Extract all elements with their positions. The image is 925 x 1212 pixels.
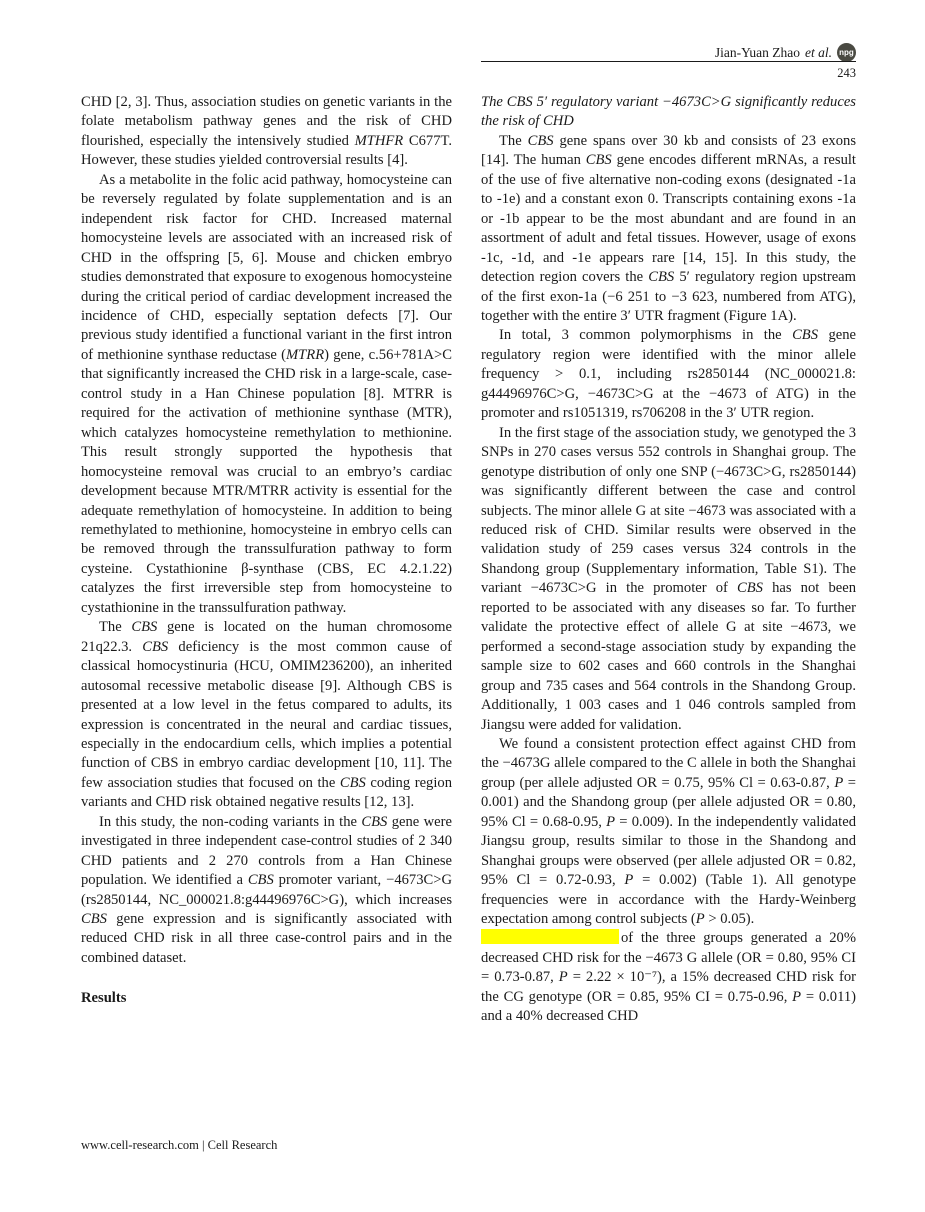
paragraph-text: of the three groups generated a 20% decreased CHD risk for the −4673 G allele (OR = 0.80, 95% CI = 0.73-0.87, P = 2.22 × 10⁻⁷), a 15% decreased CHD risk for the CG genotype (OR = 0.85, 95% CI = 0.75-0.96, P = 0.011) and a 40% decreased CHD — [481, 930, 856, 1025]
paragraph: CHD [2, 3]. Thus, association studies on genetic variants in the folate metabolism pathway genes and the risk of CHD flourished, especially the intensively studied MTHFR C677T. However, these studies yielded controversial results [4]. — [81, 94, 452, 169]
footer-journal-info: www.cell-research.com | Cell Research — [81, 1138, 278, 1152]
page-number: 243 — [837, 66, 856, 80]
author-names: Jian-Yuan Zhao — [714, 44, 800, 60]
header-authors — [715, 43, 856, 62]
paragraph: As a metabolite in the folic acid pathway, homocysteine can be reversely regulated by folate supplementation and is an independent risk factor for CHD. Increased maternal homocysteine levels are associated with an increased risk of CHD in the offspring [5, 6]. Mouse and chicken embryo studies demonstrated that exposure to exogenous homocysteine during the critical period of cardiac development increased the incidence of CHD, especially septation defects [7]. Our previous study identified a functional variant in the first intron of methionine synthase reductase (MTRR) gene, c.56+781A>C that significantly increased the CHD risk in a large-scale, case-control study in a Han Chinese population [8]. MTRR is required for the activation of methionine synthase (MTR), which catalyzes homocysteine remethylation to methionine. This result strongly supported the hypothesis that homocysteine removal was crucial to an embryo’s cardiac development because MTR/MTRR activity is essential for the adequate remethylation of homocysteine. In addition to being remethylated to methionine, homocysteine in embryo cells can be removed through the transsulfuration pathway to form cysteine. Cystathionine β-synthase (CBS, EC 4.2.1.22) catalyzes the first irreversible step from homocysteine to cystathionine in the transsulfuration pathway. — [81, 171, 452, 616]
highlight-redaction — [481, 929, 619, 944]
etal-label: et al. — [805, 44, 832, 60]
right-column — [481, 93, 856, 1027]
paragraph: We found a consistent protection effect against CHD from the −4673G allele compared to the C allele in both the Shanghai group (per allele adjusted OR = 0.75, 95% Cl = 0.63-0.87, P = 0.001) and the Shandong group (per allele adjusted OR = 0.80, 95% Cl = 0.68-0.95, P = 0.009). In the independently validated Jiangsu group, results similar to those in the Shandong and Shanghai groups were observed (per allele adjusted OR = 0.82, 95% Cl = 0.72-0.93, P = 0.002) (Table 1). All genotype frequencies were in accordance with the Hardy-Weinberg expectation among control subjects (P > 0.05). — [481, 735, 856, 928]
npg-logo-icon: npg — [837, 43, 856, 62]
left-column — [81, 93, 452, 1009]
paragraph: In this study, the non-coding variants in the CBS gene were investigated in three independent case-control studies of 2 340 CHD patients and 2 270 controls from a Han Chinese population. We identified a CBS promoter variant, −4673C>G (rs2850144, NC_000021.8:g44496976C>G), which increases CBS gene expression and is significantly associated with reduced CHD risk in all three case-control pairs and in the combined dataset. — [81, 813, 453, 966]
paragraph: In total, 3 common polymorphisms in the CBS gene regulatory region were identified with the minor allele frequency > 0.1, including rs2850144 (NC_000021.8: g44496976C>G, −4673C>G at the −4673 of ATG) in the promoter and rs1051319, rs706208 in the 3′ UTR region. — [481, 327, 856, 422]
header-rule — [481, 61, 856, 62]
paragraph-with-highlight — [481, 929, 856, 1026]
paragraph: The CBS gene is located on the human chromosome 21q22.3. CBS deficiency is the most common cause of classical homocystinuria (HCU, OMIM236200), an inherited autosomal recessive metabolic disease [9]. Although CBS is presented at a low level in the fetus compared to adults, its expression is concentrated in the neural and cardiac tissues, especially in the endocardium cells, which implies a potential function of CBS in embryo cardiac development [10, 11]. The few association studies that focused on the CBS coding region variants and CHD risk obtained negative results [12, 13]. — [81, 619, 453, 811]
results-heading: Results — [81, 990, 127, 1007]
paragraph: The CBS gene spans over 30 kb and consists of 23 exons [14]. The human CBS gene encodes different mRNAs, a result of the use of five alternative non-coding exons (designated -1a to -1e) and a constant exon 0. Transcripts containing exons -1a or -1b appear to be the most abundant and are found in an assortment of adult and fetal tissues. However, usage of exons -1c, -1d, and -1e appears rare [14, 15]. In this study, the detection region covers the CBS 5′ regulatory region upstream of the first exon-1a (−6 251 to −3 623, numbered from ATG), together with the entire 3′ UTR fragment (Figure 1A). — [481, 132, 857, 324]
paragraph: In the first stage of the association study, we genotyped the 3 SNPs in 270 cases versus 552 controls in Shanghai group. The genotype distribution of only one SNP (−4673C>G, rs2850144) was significantly different between the case and control subjects. The minor allele G at site −4673 was associated with a reduced risk of CHD. Similar results were observed in the validation study of 259 cases versus 324 controls in the Shandong group (Supplementary information, Table S1). The variant −4673C>G in the promoter of CBS has not been reported to be associated with any diseases so far. To further validate the protective effect of allele G at site −4673, we performed a second-stage association study by expanding the sample size to 602 cases and 660 controls in the Shanghai group and 735 cases and 564 controls in the Shandong Group. Additionally, 1 003 cases and 1 046 controls sampled from Jiangsu were added for validation. — [481, 424, 856, 733]
section-heading: The CBS 5′ regulatory variant −4673C>G significantly reduces the risk of CHD — [481, 94, 856, 130]
